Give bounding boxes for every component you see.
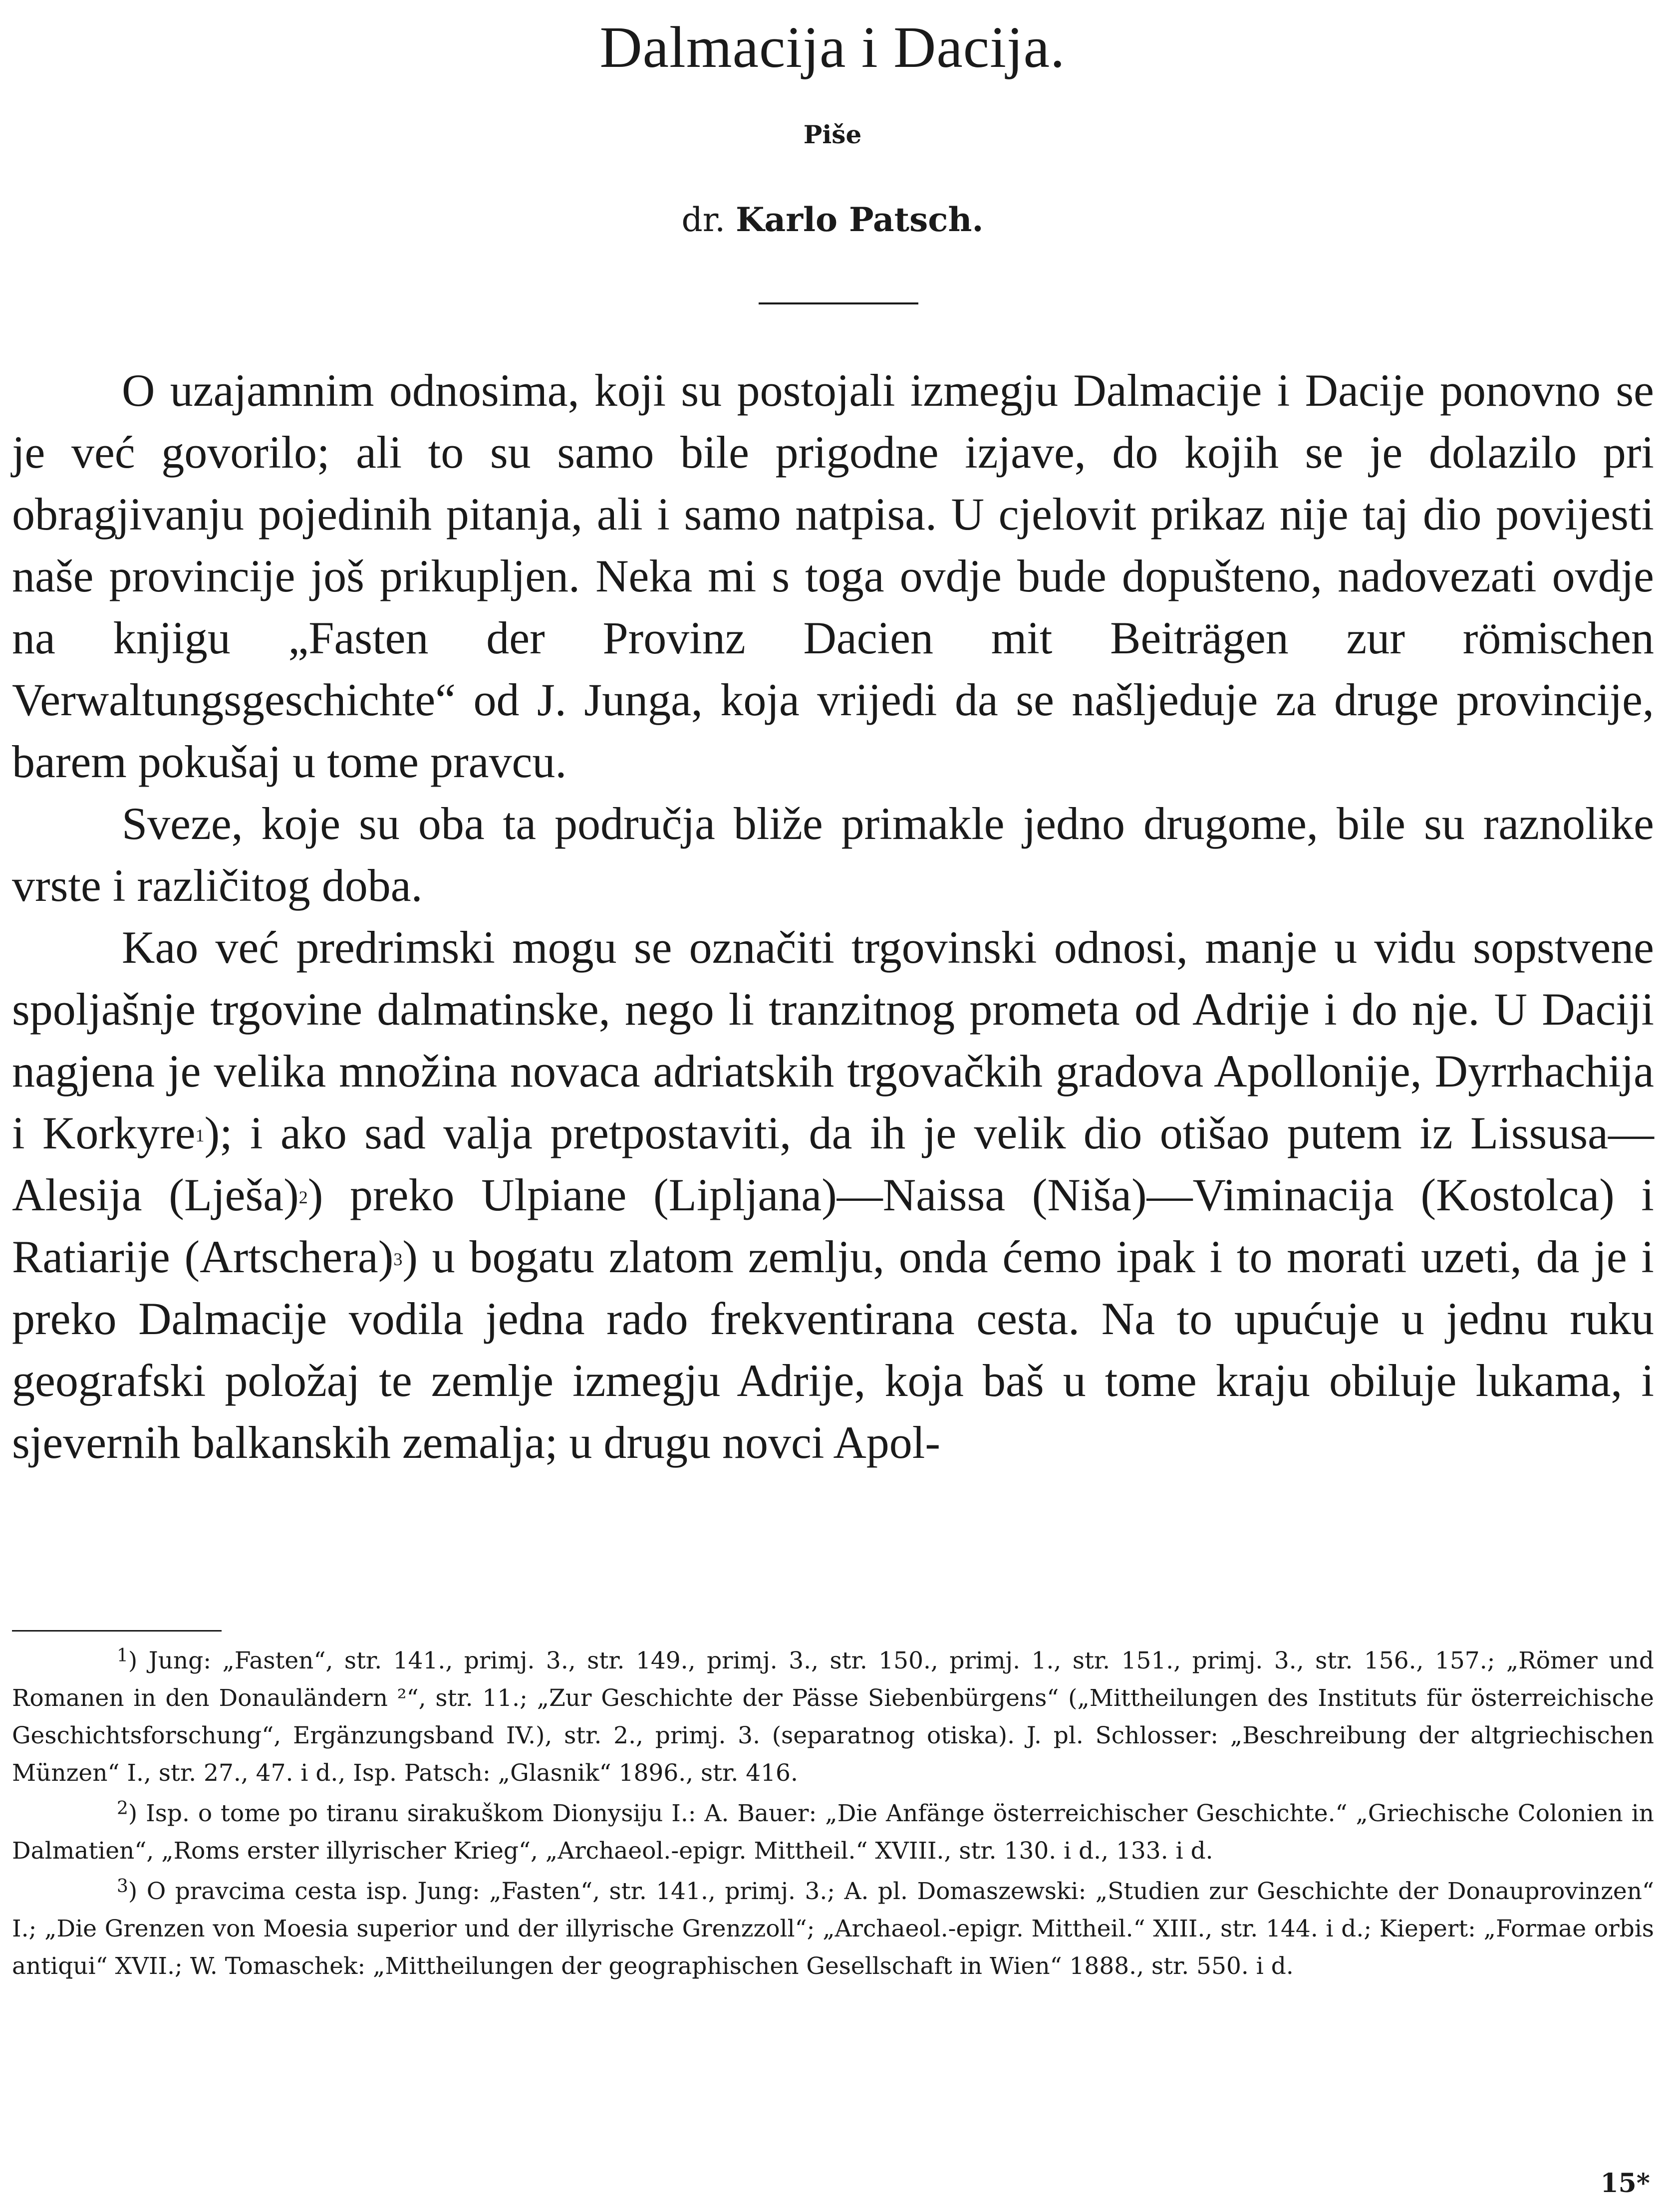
page-number: 15* [1600,2168,1650,2199]
paragraph-text: ); i ako sad valja pretpostaviti, da ih je velik dio otišao putem iz Lissusa—Alesija (Lješa) [12,1107,1655,1220]
footnote [12,1873,1654,1985]
byline-label: Piše [803,120,862,149]
footnote-divider [12,1630,222,1632]
footnote-marker: 3 [117,1876,128,1897]
author-prefix: dr. [681,201,726,239]
footnote-text: ) Isp. o tome po tiranu sirakuškom Dionysiju I.: A. Bauer: „Die Anfänge österreichischer Geschichte.“ „Griechische Colonien in Dalmatien“, „Roms erster illyrischer Krieg“, „Archaeol.-epigr. Mittheil.“ XVIII., str. 130. i d., 133. i d. [12,1800,1654,1865]
title-divider [759,302,918,304]
footnote-reference: 3 [393,1249,403,1269]
author-name: Karlo Patsch. [736,200,984,239]
author-line [0,197,1665,243]
footnote-reference: 2 [298,1187,308,1207]
body-paragraph: O uzajamnim odnosima, koji su postojali izmegju Dalmacije i Dacije ponovno se je već govorilo; ali to su samo bile prigodne izjave, do kojih se je dolazilo pri obragjivanju pojedinih pitanja, ali i samo natpisa. U cjelovit prikaz nije taj dio povijesti naše provincije još prikupljen. Neka mi s toga ovdje bude dopušteno, nadovezati ovdje na knjigu „Fasten der Provinz Dacien mit Beiträgen zur römischen Verwaltungsgeschichte“ od J. Junga, koja vrijedi da se našljeduje za druge provincije, barem pokušaj u tome pravcu. [12,365,1654,787]
body-paragraph: Sveze, koje su oba ta područja bliže primakle jedno drugome, bile su raznolike vrste i različitog doba. [12,798,1654,911]
article-body [12,359,1654,1473]
footnote [12,1642,1654,1792]
footnote-marker: 1 [117,1646,128,1666]
body-paragraph [12,916,1654,1473]
footnotes-section [12,1642,1654,1988]
footnote-text: ) Jung: „Fasten“, str. 141., primj. 3., str. 149., primj. 3., str. 150., primj. 1., str. 151., primj. 3., str. 156., 157.; „Römer und Romanen in den Donauländern ²“, str. 11.; „Zur Geschichte der Pässe Siebenbürgens“ („Mittheilungen des Instituts für österreichische Geschichtsforschung“, Ergänzungsband IV.), str. 2., primj. 3. (separatnog otiska). J. pl. Schlosser: „Beschreibung der altgriechischen Münzen“ I., str. 27., 47. i d., Isp. Patsch: „Glasnik“ 1896., str. 416. [12,1647,1654,1787]
footnote-reference: 1 [195,1125,205,1145]
paragraph-text: ) preko Ulpiane (Lipljana)—Naissa (Niša)—Viminacija (Kostolca) i Ratiarije (Artschera) [12,1169,1654,1282]
footnote-marker: 2 [117,1798,128,1819]
article-title: Dalmacija i Dacija. [599,14,1066,80]
footnote [12,1795,1654,1870]
paragraph-text: Kao već predrimski mogu se označiti trgovinski odnosi, manje u vidu sopstvene spoljašnje trgovine dalmatinske, nego li tranzitnog prometa od Adrije i do nje. U Daciji nagjena je velika množina novaca adriatskih trgovačkih gradova Apollonije, Dyrrhachija i Korkyre [12,922,1654,1158]
footnote-text: ) O pravcima cesta isp. Jung: „Fasten“, str. 141., primj. 3.; A. pl. Domaszewski: „Studien zur Geschichte der Donauprovinzen“ I.; „Die Grenzen von Moesia superior und der illyrische Grenzzoll“; „Archaeol.-epigr. Mittheil.“ XIII., str. 144. i d.; Kiepert: „Formae orbis antiqui“ XVII.; W. Tomaschek: „Mittheilungen der geographischen Gesellschaft in Wien“ 1888., str. 550. i d. [12,1878,1654,1980]
paragraph-text: ) u bogatu zlatom zemlju, onda ćemo ipak i to morati uzeti, da je i preko Dalmacije vodila jedna rado frekventirana cesta. Na to upućuje u jednu ruku geografski položaj te zemlje izmegju Adrije, koja baš u tome kraju obiluje lukama, i sjevernih balkanskih zemalja; u drugu novci Apol- [12,1231,1654,1468]
